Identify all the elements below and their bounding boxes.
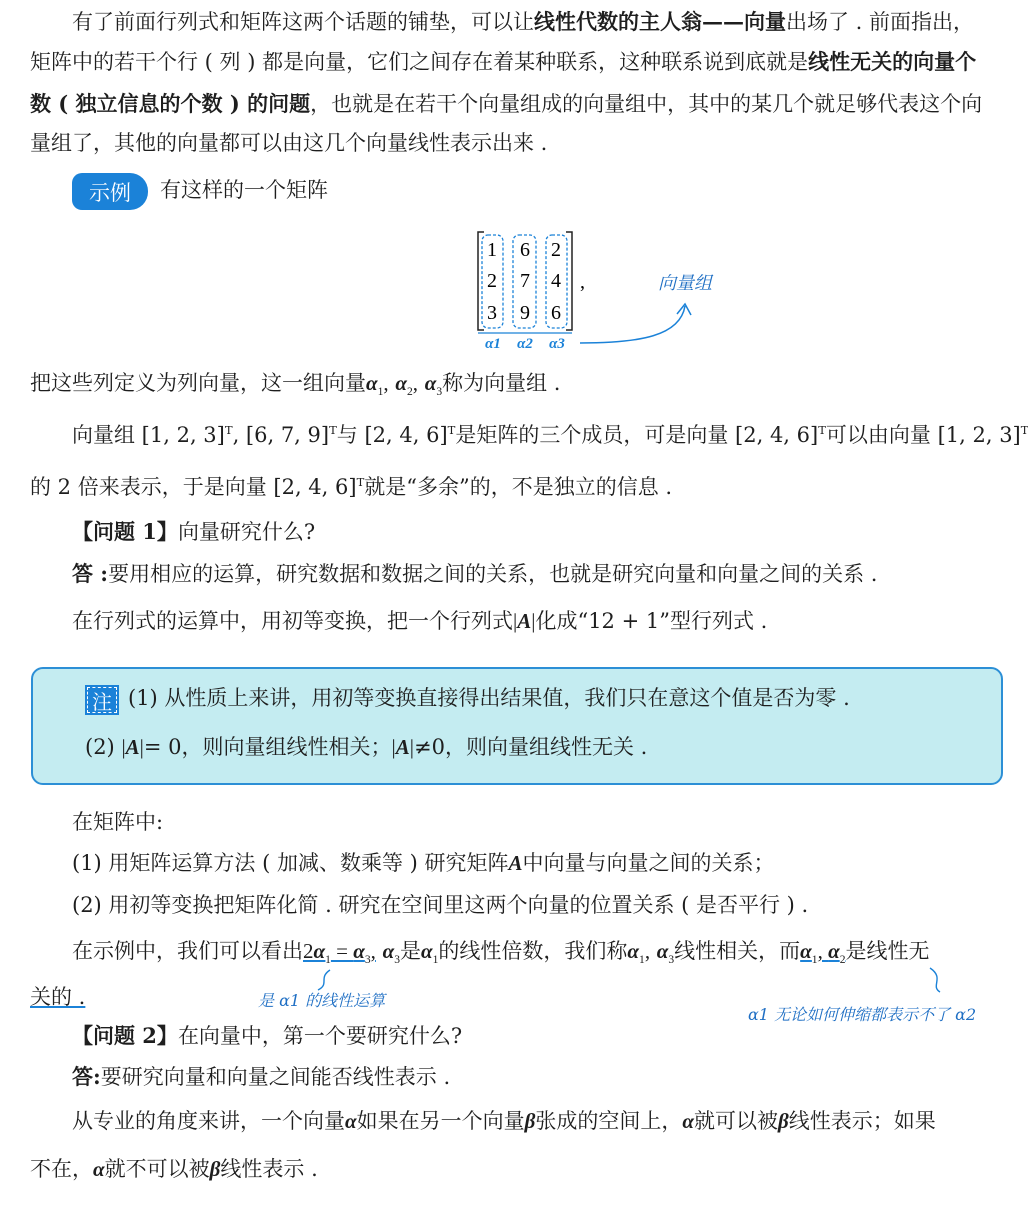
col-label-alpha3: α3 <box>549 336 565 352</box>
matrix-item2: (2) 用初等变换把矩阵化简 . 研究在空间里这两个向量的位置关系 ( 是否平行 ) . <box>72 893 809 917</box>
para5-line1: 在示例中，我们可以看出$2\alpha_1 = \alpha_3$, $\alpha_3$是$\alpha_1$的线性倍数，我们称$\alpha_1$, $\alpha_3$线性相关，而$\alpha_1$, $\alpha_2$是线性无 <box>72 939 930 967</box>
matrix-comma: , <box>580 271 585 293</box>
para1-line3: 数 ( 独立信息的个数 ) 的问题，也就是在若干个向量组成的向量组中，其中的某几个就足够代表这个向 <box>30 91 983 116</box>
annotation-vector-group: 向量组 <box>658 273 712 294</box>
para6-line2: 不在，α就不可以被β线性表示 . <box>30 1157 318 1181</box>
para3-line1: 向量组 [1, 2, 3]$^T$, [6, 7, 9]$^T$与 [2, 4, 6]$^T$是矩阵的三个成员，可是向量 [2, 4, 6]$^T$可以由向量 [1, 2, 3]$^T$ <box>72 423 1028 447</box>
para3-line2: 的 2 倍来表示，于是向量 [2, 4, 6]$^T$就是“多余”的，不是独立的信息 . <box>30 475 673 499</box>
matrix-cell: 3 <box>487 302 497 324</box>
matrix-cell: 9 <box>520 302 530 324</box>
matrix-cell: 4 <box>551 270 561 292</box>
para1-line1: 有了前面行列式和矩阵这两个话题的铺垫，可以让线性代数的主人翁——向量出场了 . 前面指出， <box>72 9 975 34</box>
example-badge: 示例 <box>72 173 148 210</box>
matrix-cell: 2 <box>551 239 561 261</box>
matrix-intro: 在矩阵中: <box>72 810 164 834</box>
matrix-item1: (1) 用矩阵运算方法 ( 加减、数乘等 ) 研究矩阵A中向量与向量之间的关系； <box>72 851 775 875</box>
answer1: 答 :要用相应的运算，研究数据和数据之间的关系，也就是研究向量和向量之间的关系 . <box>72 561 878 586</box>
para1-line4: 量组了，其他的向量都可以由这几个向量线性表示出来 . <box>30 131 548 155</box>
matrix-cell: 6 <box>551 302 561 324</box>
handwritten-note-right: α1 无论如何伸缩都表示不了 α2 <box>748 1005 977 1024</box>
note-icon: 注 <box>85 685 119 715</box>
matrix-cell: 7 <box>520 270 530 292</box>
col-label-alpha2: α2 <box>517 336 533 352</box>
para5-line2: 关的 . <box>30 985 86 1009</box>
note-line1: (1) 从性质上来讲，用初等变换直接得出结果值，我们只在意这个值是否为零 . <box>128 686 850 710</box>
para6-line1: 从专业的角度来讲，一个向量α如果在另一个向量β张成的空间上，α就可以被β线性表示；如果 <box>72 1109 936 1133</box>
answer2: 答:要研究向量和向量之间能否线性表示 . <box>72 1064 451 1089</box>
note-line2: (2) |A|= 0，则向量组线性相关；|A|≠0，则向量组线性无关 . <box>85 735 648 759</box>
question2: 【问题 2】在向量中，第一个要研究什么? <box>72 1023 463 1048</box>
example-text: 有这样的一个矩阵 <box>160 178 328 202</box>
matrix-cell: 6 <box>520 239 530 261</box>
question1: 【问题 1】向量研究什么? <box>72 519 316 544</box>
col-label-alpha1: α1 <box>485 336 501 352</box>
para1-line2: 矩阵中的若干个行 ( 列 ) 都是向量，它们之间存在着某种联系，这种联系说到底就是线性无关的向量个 <box>30 49 977 74</box>
handwritten-note-left: 是 α1 的线性运算 <box>258 991 386 1010</box>
para4: 在行列式的运算中，用初等变换，把一个行列式|A|化成“12 + 1”型行列式 . <box>72 609 768 633</box>
para2: 把这些列定义为列向量，这一组向量$\alpha_1$, $\alpha_2$, $\alpha_3$称为向量组 . <box>30 371 561 399</box>
matrix-cell: 1 <box>487 239 497 261</box>
matrix-cell: 2 <box>487 270 497 292</box>
